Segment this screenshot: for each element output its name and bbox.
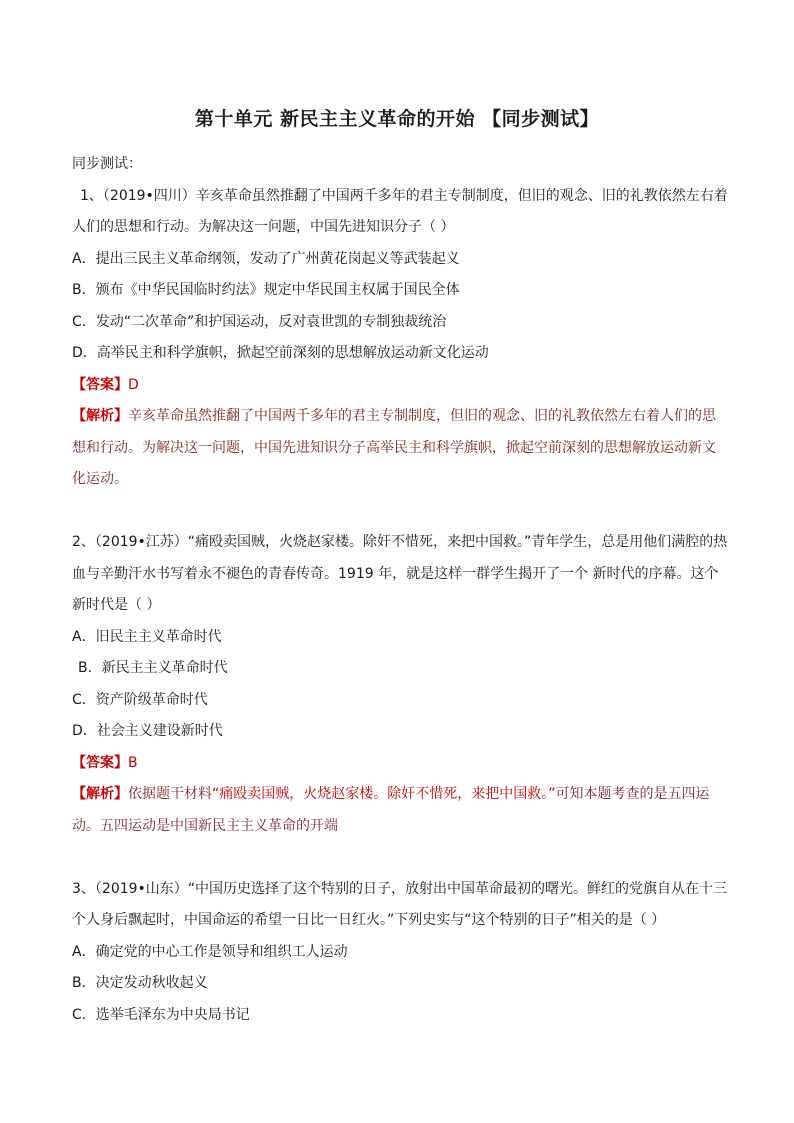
question-1-analysis-line-2: 想和行动。为解决这一问题，中国先进知识分子高举民主和科学旗帜，掀起空前深刻的思想解放运动新文 [72, 439, 716, 456]
question-2-stem-line-2: 血与辛勤汗水书写着永不褪色的青春传奇。1919 年，就是这样一群学生揭开了一个 新时代的序幕。这个 [72, 565, 719, 582]
question-1-answer [72, 370, 722, 402]
question-3-option-c: C．选举毛泽东为中央局书记 [72, 1006, 250, 1023]
question-2-stem-line-1: 2、（2019•江苏）“痛殴卖国贼，火烧赵家楼。除奸不惜死，来把中国救。”青年学生，总是用他们满腔的热 [72, 534, 728, 550]
page-title: 第十单元 新民主主义革命的开始 【同步测试】 [194, 108, 600, 130]
question-2-option-a: A．旧民主主义革命时代 [72, 628, 222, 645]
analysis-quote: “痛殴卖国贼，火烧赵家楼。除奸不惜死，来把中国救。” [212, 786, 556, 802]
section-label: 同步测试： [72, 156, 142, 172]
analysis-tag: 【解析】 [72, 786, 128, 802]
answer-tag: 【答案】 [72, 754, 128, 771]
question-2-option-c: C．资产阶级革命时代 [72, 691, 208, 708]
question-1 [72, 181, 728, 496]
question-1-analysis-line-3: 化运动。 [72, 471, 128, 487]
question-3-stem-line-1: 3、（2019•山东）“中国历史选择了这个特别的日子，放射出中国革命最初的曙光。鲜红的党旗自从在十三 [72, 880, 728, 897]
question-2-option-b: B．新民主主义革命时代 [78, 660, 228, 676]
question-1-option-b: B．颁布《中华民国临时约法》规定中华民国主权属于国民全体 [72, 282, 460, 298]
question-1-option-d: D．高举民主和科学旗帜，掀起空前深刻的思想解放运动新文化运动 [72, 345, 489, 361]
analysis-tag: 【解析】 [72, 408, 128, 424]
question-3-option-a: A．确定党的中心工作是领导和组织工人运动 [72, 943, 348, 960]
analysis-text-post: 可知本题考查的是五四运 [555, 786, 710, 802]
question-1-stem-line-1: 1、（2019•四川）辛亥革命虽然推翻了中国两千多年的君主专制制度，但旧的观念、旧的礼教依然左右着 [80, 187, 728, 204]
question-2-stem-line-3: 新时代是（ ） [72, 597, 161, 613]
question-1-option-c: C．发动“二次革命”和护国运动，反对袁世凯的专制独裁统治 [72, 313, 447, 330]
question-2-option-d: D．社会主义建设新时代 [72, 723, 223, 739]
answer-value: D [128, 376, 139, 393]
question-2-answer [72, 748, 722, 780]
question-2-analysis-line-2: 动。五四运动是中国新民主主义革命的开端 [72, 817, 338, 834]
question-3-option-b: B．决定发动秋收起义 [72, 975, 208, 991]
question-1-stem-line-2: 人们的思想和行动。为解决这一问题，中国先进知识分子（ ） [72, 219, 455, 235]
question-3 [72, 874, 728, 1032]
question-2 [72, 527, 728, 842]
answer-value: B [128, 754, 138, 771]
spacer [72, 842, 722, 874]
analysis-text: 依据题干材料 [128, 786, 212, 802]
question-1-analysis-line-1 [72, 401, 722, 433]
analysis-text: 辛亥革命虽然推翻了中国两千多年的君主专制制度，但旧的观念、旧的礼教依然左右着人们的思 [128, 408, 716, 424]
spacer [72, 496, 722, 528]
question-2-analysis-line-1 [72, 779, 722, 811]
question-1-option-a: A．提出三民主义革命纲领，发动了广州黄花岗起义等武装起义 [72, 250, 460, 267]
question-3-stem-line-2: 个人身后飘起时，中国命运的希望一日比一日红火。”下列史实与“这个特别的日子”相关的是（ ） [72, 912, 666, 928]
answer-tag: 【答案】 [72, 376, 128, 393]
